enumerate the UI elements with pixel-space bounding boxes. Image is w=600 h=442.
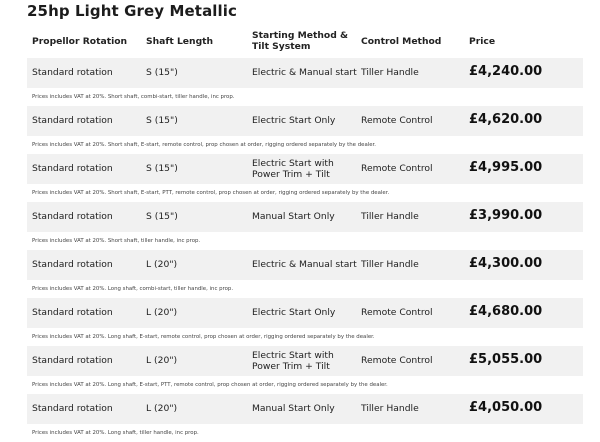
cell-rotation: Standard rotation [32, 163, 113, 174]
header-control: Control Method [361, 36, 442, 47]
cell-control: Remote Control [361, 307, 433, 318]
cell-start: Electric & Manual start [252, 259, 357, 270]
row-main [27, 346, 583, 376]
row-note: Prices includes VAT at 20%. Short shaft, E-start, PTT, remote control, prop chosen at order, rigging ordered separately by the dealer. [27, 184, 583, 202]
cell-rotation: Standard rotation [32, 355, 113, 366]
cell-rotation: Standard rotation [32, 211, 113, 222]
cell-control: Tiller Handle [361, 259, 419, 270]
cell-shaft: L (20") [146, 307, 178, 318]
row-note: Prices includes VAT at 20%. Long shaft, E-start, remote control, prop chosen at order, rigging ordered separately by the dealer. [27, 328, 583, 346]
cell-shaft: L (20") [146, 403, 178, 414]
header-shaft: Shaft Length [146, 36, 214, 47]
cell-rotation: Standard rotation [32, 115, 113, 126]
header-rotation: Propellor Rotation [32, 36, 128, 47]
table-row [27, 298, 583, 346]
cell-start: Electric Start Only [252, 115, 336, 126]
cell-control: Tiller Handle [361, 403, 419, 414]
cell-price: £4,300.00 [469, 256, 543, 271]
row-note: Prices includes VAT at 20%. Long shaft, E-start, PTT, remote control, prop chosen at order, rigging ordered separately by the dealer. [27, 376, 583, 394]
cell-control: Remote Control [361, 163, 433, 174]
cell-shaft: S (15") [146, 67, 178, 78]
table-row [27, 394, 583, 442]
row-main [27, 106, 583, 136]
cell-price: £4,240.00 [469, 64, 543, 79]
page-title: 25hp Light Grey Metallic [27, 2, 238, 20]
cell-control: Remote Control [361, 115, 433, 126]
cell-price: £3,990.00 [469, 208, 543, 223]
cell-start: Electric & Manual start [252, 67, 357, 78]
cell-shaft: S (15") [146, 163, 178, 174]
cell-rotation: Standard rotation [32, 307, 113, 318]
row-note: Prices includes VAT at 20%. Long shaft, tiller handle, inc prop. [27, 424, 583, 442]
row-note: Prices includes VAT at 20%. Short shaft, combi-start, tiller handle, inc prop. [27, 88, 583, 106]
row-main [27, 154, 583, 184]
cell-price: £4,620.00 [469, 112, 543, 127]
table-row [27, 58, 583, 106]
cell-shaft: S (15") [146, 211, 178, 222]
row-note: Prices includes VAT at 20%. Short shaft, tiller handle, inc prop. [27, 232, 583, 250]
row-main [27, 298, 583, 328]
row-main [27, 394, 583, 424]
cell-price: £5,055.00 [469, 352, 543, 367]
cell-shaft: S (15") [146, 115, 178, 126]
cell-start: Manual Start Only [252, 211, 335, 222]
price-table-body [27, 58, 583, 442]
cell-price: £4,680.00 [469, 304, 543, 319]
header-start: Starting Method & Tilt System [252, 30, 349, 52]
table-row [27, 250, 583, 298]
cell-start: Electric Start with Power Trim + Tilt [252, 350, 334, 372]
table-row [27, 106, 583, 154]
row-main [27, 58, 583, 88]
row-note: Prices includes VAT at 20%. Long shaft, combi-start, tiller handle, inc prop. [27, 280, 583, 298]
cell-start: Manual Start Only [252, 403, 335, 414]
cell-start: Electric Start with Power Trim + Tilt [252, 158, 334, 180]
cell-rotation: Standard rotation [32, 403, 113, 414]
table-header [27, 27, 583, 57]
row-note: Prices includes VAT at 20%. Short shaft, E-start, remote control, prop chosen at order, rigging ordered separately by the dealer. [27, 136, 583, 154]
cell-price: £4,050.00 [469, 400, 543, 415]
table-row [27, 346, 583, 394]
row-main [27, 250, 583, 280]
header-price: Price [469, 36, 496, 47]
cell-start: Electric Start Only [252, 307, 336, 318]
cell-control: Tiller Handle [361, 67, 419, 78]
table-row [27, 154, 583, 202]
cell-control: Tiller Handle [361, 211, 419, 222]
table-row [27, 202, 583, 250]
cell-control: Remote Control [361, 355, 433, 366]
cell-price: £4,995.00 [469, 160, 543, 175]
cell-shaft: L (20") [146, 355, 178, 366]
row-main [27, 202, 583, 232]
cell-shaft: L (20") [146, 259, 178, 270]
cell-rotation: Standard rotation [32, 259, 113, 270]
cell-rotation: Standard rotation [32, 67, 113, 78]
